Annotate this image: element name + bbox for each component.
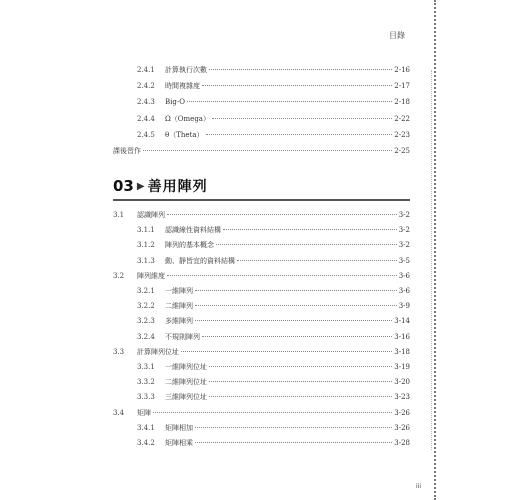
toc-dot-leader	[202, 336, 392, 337]
running-head: 目錄	[389, 31, 405, 40]
toc-entry-page: 2-25	[394, 147, 410, 155]
toc-entry	[137, 300, 410, 312]
toc-entry-page: 3-26	[394, 423, 410, 432]
toc-entry-number: 2.4.1	[137, 66, 155, 74]
toc-entry-number: 2.4.4	[137, 114, 155, 123]
chapter-number: 03	[113, 177, 134, 195]
toc-dot-leader	[195, 320, 392, 321]
toc-entry	[137, 129, 410, 141]
page-edge-inner-dotted-border	[431, 70, 432, 450]
toc-entry-page: 2-17	[394, 82, 410, 91]
toc-entry-number: 3.1.2	[137, 241, 155, 250]
toc-dot-leader	[195, 290, 397, 291]
toc-entry-title: 陣列維度	[137, 271, 165, 280]
chapter-rule	[113, 199, 410, 201]
page-edge-dotted-border	[434, 0, 436, 500]
toc-entry-number: 3.4.1	[137, 423, 155, 432]
toc-entry-title: 一維陣列	[165, 287, 193, 295]
toc-entry	[137, 376, 410, 388]
toc-entry-title: 計算陣列位址	[137, 347, 179, 356]
toc-entry-number: 3.3.3	[137, 393, 155, 402]
toc-entry-page: 3-23	[394, 393, 410, 402]
toc-entry-page: 3-28	[394, 439, 410, 447]
chapter-title: 善用陣列	[147, 179, 208, 195]
toc-dot-leader	[223, 229, 397, 230]
toc-entry-title: 二維陣列	[165, 302, 193, 311]
toc-entry	[113, 407, 410, 419]
toc-entry-number: 2.4.5	[137, 130, 155, 139]
toc-entry-page: 3-19	[394, 363, 410, 371]
toc-entry-title: 陣列的基本概念	[165, 241, 214, 250]
toc-entry	[137, 80, 410, 92]
toc-entry-page: 3-26	[394, 408, 410, 417]
toc-dot-leader	[209, 396, 392, 397]
toc-entry-number: 3.1	[113, 211, 125, 219]
toc-entry-page: 2-16	[394, 66, 410, 74]
toc-entry-page: 2-23	[394, 130, 410, 139]
toc-entry-page: 3-14	[394, 317, 410, 326]
toc-entry-page: 3-6	[398, 287, 410, 295]
toc-entry	[137, 224, 410, 236]
toc-entry-page: 3-2	[398, 211, 410, 219]
toc-dot-leader	[195, 305, 397, 306]
toc-entry-number: 3.3.1	[137, 363, 155, 371]
toc-entry-number: 3.2	[113, 271, 125, 280]
toc-entry	[137, 361, 410, 373]
toc-entry-page: 3-9	[398, 302, 410, 311]
toc-entry-page: 2-18	[394, 98, 410, 107]
toc-entry-page: 2-22	[394, 114, 410, 123]
toc-dot-leader	[209, 381, 392, 382]
toc-entry-number: 3.2.2	[137, 302, 155, 311]
toc-entry-title: θ（Theta）	[165, 130, 204, 139]
toc-dot-leader	[209, 69, 392, 70]
toc-entry-number: 3.3.2	[137, 378, 155, 387]
toc-dot-leader	[143, 150, 392, 151]
toc-entry-page: 3-18	[394, 347, 410, 356]
toc-entry	[137, 255, 410, 267]
toc-entry-number: 3.2.3	[137, 317, 155, 326]
toc-entry-number: 3.3	[113, 347, 125, 356]
toc-dot-leader	[202, 85, 392, 86]
toc-entry-number: 3.2.4	[137, 332, 155, 341]
toc-entry	[113, 209, 410, 221]
toc-entry-title: Ω（Omega）	[165, 114, 210, 123]
toc-entry	[137, 422, 410, 434]
toc-entry	[113, 270, 410, 282]
toc-dot-leader	[187, 101, 392, 102]
toc-entry-number: 3.4.2	[137, 439, 155, 447]
toc-entry-number: 3.1.1	[137, 226, 155, 235]
toc-dot-leader	[167, 214, 397, 215]
toc-entry	[137, 64, 410, 76]
toc-entry-title: 不規則陣列	[165, 332, 200, 341]
toc-entry-page: 3-2	[398, 241, 410, 250]
toc-entry-title: 矩陣相加	[165, 423, 193, 432]
chapter-heading	[113, 176, 208, 196]
toc-entry	[137, 315, 410, 327]
toc-entry	[113, 145, 410, 157]
toc-entry-title: 矩陣	[137, 408, 151, 417]
toc-dot-leader	[209, 366, 392, 367]
page-number: iii	[416, 483, 422, 490]
toc-entry-page: 3-20	[394, 378, 410, 387]
toc-entry-number: 2.4.2	[137, 82, 155, 91]
toc-entry-title: Big-O	[165, 98, 185, 107]
toc-entry-title: 計算執行次數	[165, 66, 207, 74]
toc-entry-title: 動、靜皆宜的資料結構	[165, 256, 235, 265]
toc-entry-title: 二維陣列位址	[165, 378, 207, 387]
toc-entry-number: 3.1.3	[137, 256, 155, 265]
toc-dot-leader	[195, 427, 392, 428]
toc-dot-leader	[216, 244, 397, 245]
toc-dot-leader	[153, 412, 392, 413]
toc-entry-number: 3.2.1	[137, 287, 155, 295]
toc-entry-title: 課後習作	[113, 147, 141, 155]
chapter-arrow-icon: ▶	[136, 180, 145, 192]
toc-dot-leader	[181, 351, 392, 352]
toc-entry	[137, 285, 410, 297]
toc-entry-number: 2.4.3	[137, 98, 155, 107]
toc-entry	[137, 437, 410, 449]
toc-entry-title: 認識陣列	[137, 211, 165, 219]
toc-entry-title: 三維陣列位址	[165, 393, 207, 402]
toc-entry-title: 時間複雜度	[165, 82, 200, 91]
toc-entry-title: 認識線性資料結構	[165, 226, 221, 235]
toc-entry	[137, 331, 410, 343]
toc-entry	[137, 96, 410, 108]
toc-entry-page: 3-5	[398, 256, 410, 265]
toc-entry	[137, 239, 410, 251]
toc-dot-leader	[237, 260, 397, 261]
toc-entry-title: 多維陣列	[165, 317, 193, 326]
toc-entry-number: 3.4	[113, 408, 125, 417]
toc-dot-leader	[212, 118, 392, 119]
toc-dot-leader	[167, 275, 397, 276]
toc-dot-leader	[195, 442, 392, 443]
toc-entry-title: 矩陣相乘	[165, 439, 193, 447]
toc-entry	[113, 346, 410, 358]
toc-dot-leader	[206, 134, 393, 135]
toc-entry-page: 3-16	[394, 332, 410, 341]
toc-entry	[137, 113, 410, 125]
toc-entry	[137, 391, 410, 403]
toc-entry-title: 一維陣列位址	[165, 363, 207, 371]
toc-entry-page: 3-2	[398, 226, 410, 235]
toc-entry-page: 3-6	[398, 271, 410, 280]
